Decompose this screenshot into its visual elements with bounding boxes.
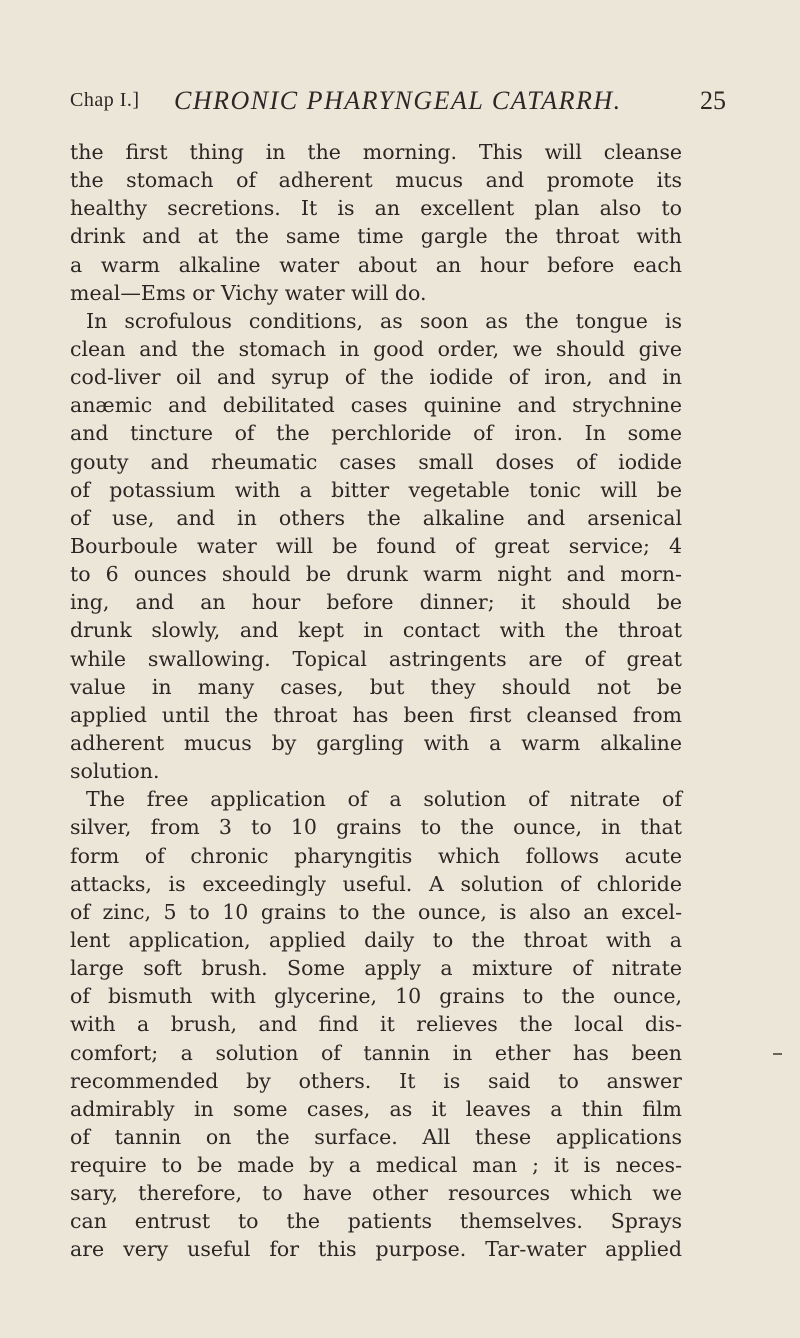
text-line: attacks, is exceedingly useful. A solution of chloride: [70, 871, 682, 896]
text-line: comfort; a solution of tannin in ether has been: [70, 1040, 682, 1065]
text-line: silver, from 3 to 10 grains to the ounce, in that: [70, 815, 682, 840]
text-line: lent application, applied daily to the throat with a: [70, 927, 682, 952]
text-line: of bismuth with glycerine, 10 grains to the ounce,: [70, 984, 682, 1009]
text-line: drunk slowly, and kept in contact with the throat: [70, 618, 682, 643]
text-line: of zinc, 5 to 10 grains to the ounce, is also an excel-: [70, 899, 682, 924]
text-line: solution.: [70, 759, 160, 784]
text-line: gouty and rheumatic cases small doses of iodide: [70, 449, 682, 474]
chapter-label: Chap I.]: [70, 89, 140, 111]
text-line: of potassium with a bitter vegetable tonic will be: [70, 477, 682, 502]
text-line: cod-liver oil and syrup of the iodide of iron, and in: [70, 365, 682, 390]
text-line: healthy secretions. It is an excellent plan also to: [70, 196, 682, 221]
body-text: [70, 138, 682, 1264]
text-line: clean and the stomach in good order, we should give: [70, 336, 682, 361]
text-line: to 6 ounces should be drunk warm night and morn-: [70, 562, 682, 587]
text-line: value in many cases, but they should not be: [70, 674, 682, 699]
text-line: The free application of a solution of nitrate of: [86, 787, 682, 812]
text-line: In scrofulous conditions, as soon as the tongue is: [86, 308, 682, 333]
text-line: can entrust to the patients themselves. Sprays: [70, 1209, 682, 1234]
text-line: and tincture of the perchloride of iron. In some: [70, 421, 682, 446]
text-line: the stomach of adherent mucus and promote its: [70, 168, 682, 193]
running-title: CHRONIC PHARYNGEAL CATARRH.: [174, 86, 622, 115]
text-line: applied until the throat has been first cleansed from: [70, 702, 682, 727]
text-line: large soft brush. Some apply a mixture of nitrate: [70, 956, 682, 981]
text-line: a warm alkaline water about an hour before each: [70, 252, 682, 277]
text-line: sary, therefore, to have other resources which we: [70, 1181, 682, 1206]
text-line: drink and at the same time gargle the throat with: [70, 224, 682, 249]
margin-dash-mark: [773, 1053, 782, 1055]
text-line: require to be made by a medical man ; it is neces-: [70, 1153, 682, 1178]
text-line: ing, and an hour before dinner; it should be: [70, 590, 682, 615]
running-header: [70, 86, 730, 116]
text-line: of tannin on the surface. All these applications: [70, 1124, 682, 1149]
text-line: meal—Ems or Vichy water will do.: [70, 280, 427, 305]
page-number: 25: [700, 86, 726, 115]
text-line: the first thing in the morning. This will cleanse: [70, 140, 682, 164]
text-line: of use, and in others the alkaline and arsenical: [70, 505, 682, 530]
text-line: Bourboule water will be found of great service; 4: [70, 533, 682, 558]
text-line: adherent mucus by gargling with a warm alkaline: [70, 730, 682, 755]
text-line: while swallowing. Topical astringents are of great: [70, 646, 682, 671]
text-line: anæmic and debilitated cases quinine and strychnine: [70, 393, 682, 418]
text-line: admirably in some cases, as it leaves a thin film: [70, 1096, 682, 1121]
text-line: recommended by others. It is said to answer: [70, 1068, 682, 1093]
text-line: are very useful for this purpose. Tar-water applied: [70, 1237, 682, 1262]
text-line: form of chronic pharyngitis which follows acute: [70, 843, 682, 868]
text-line: with a brush, and find it relieves the local dis-: [70, 1012, 682, 1037]
